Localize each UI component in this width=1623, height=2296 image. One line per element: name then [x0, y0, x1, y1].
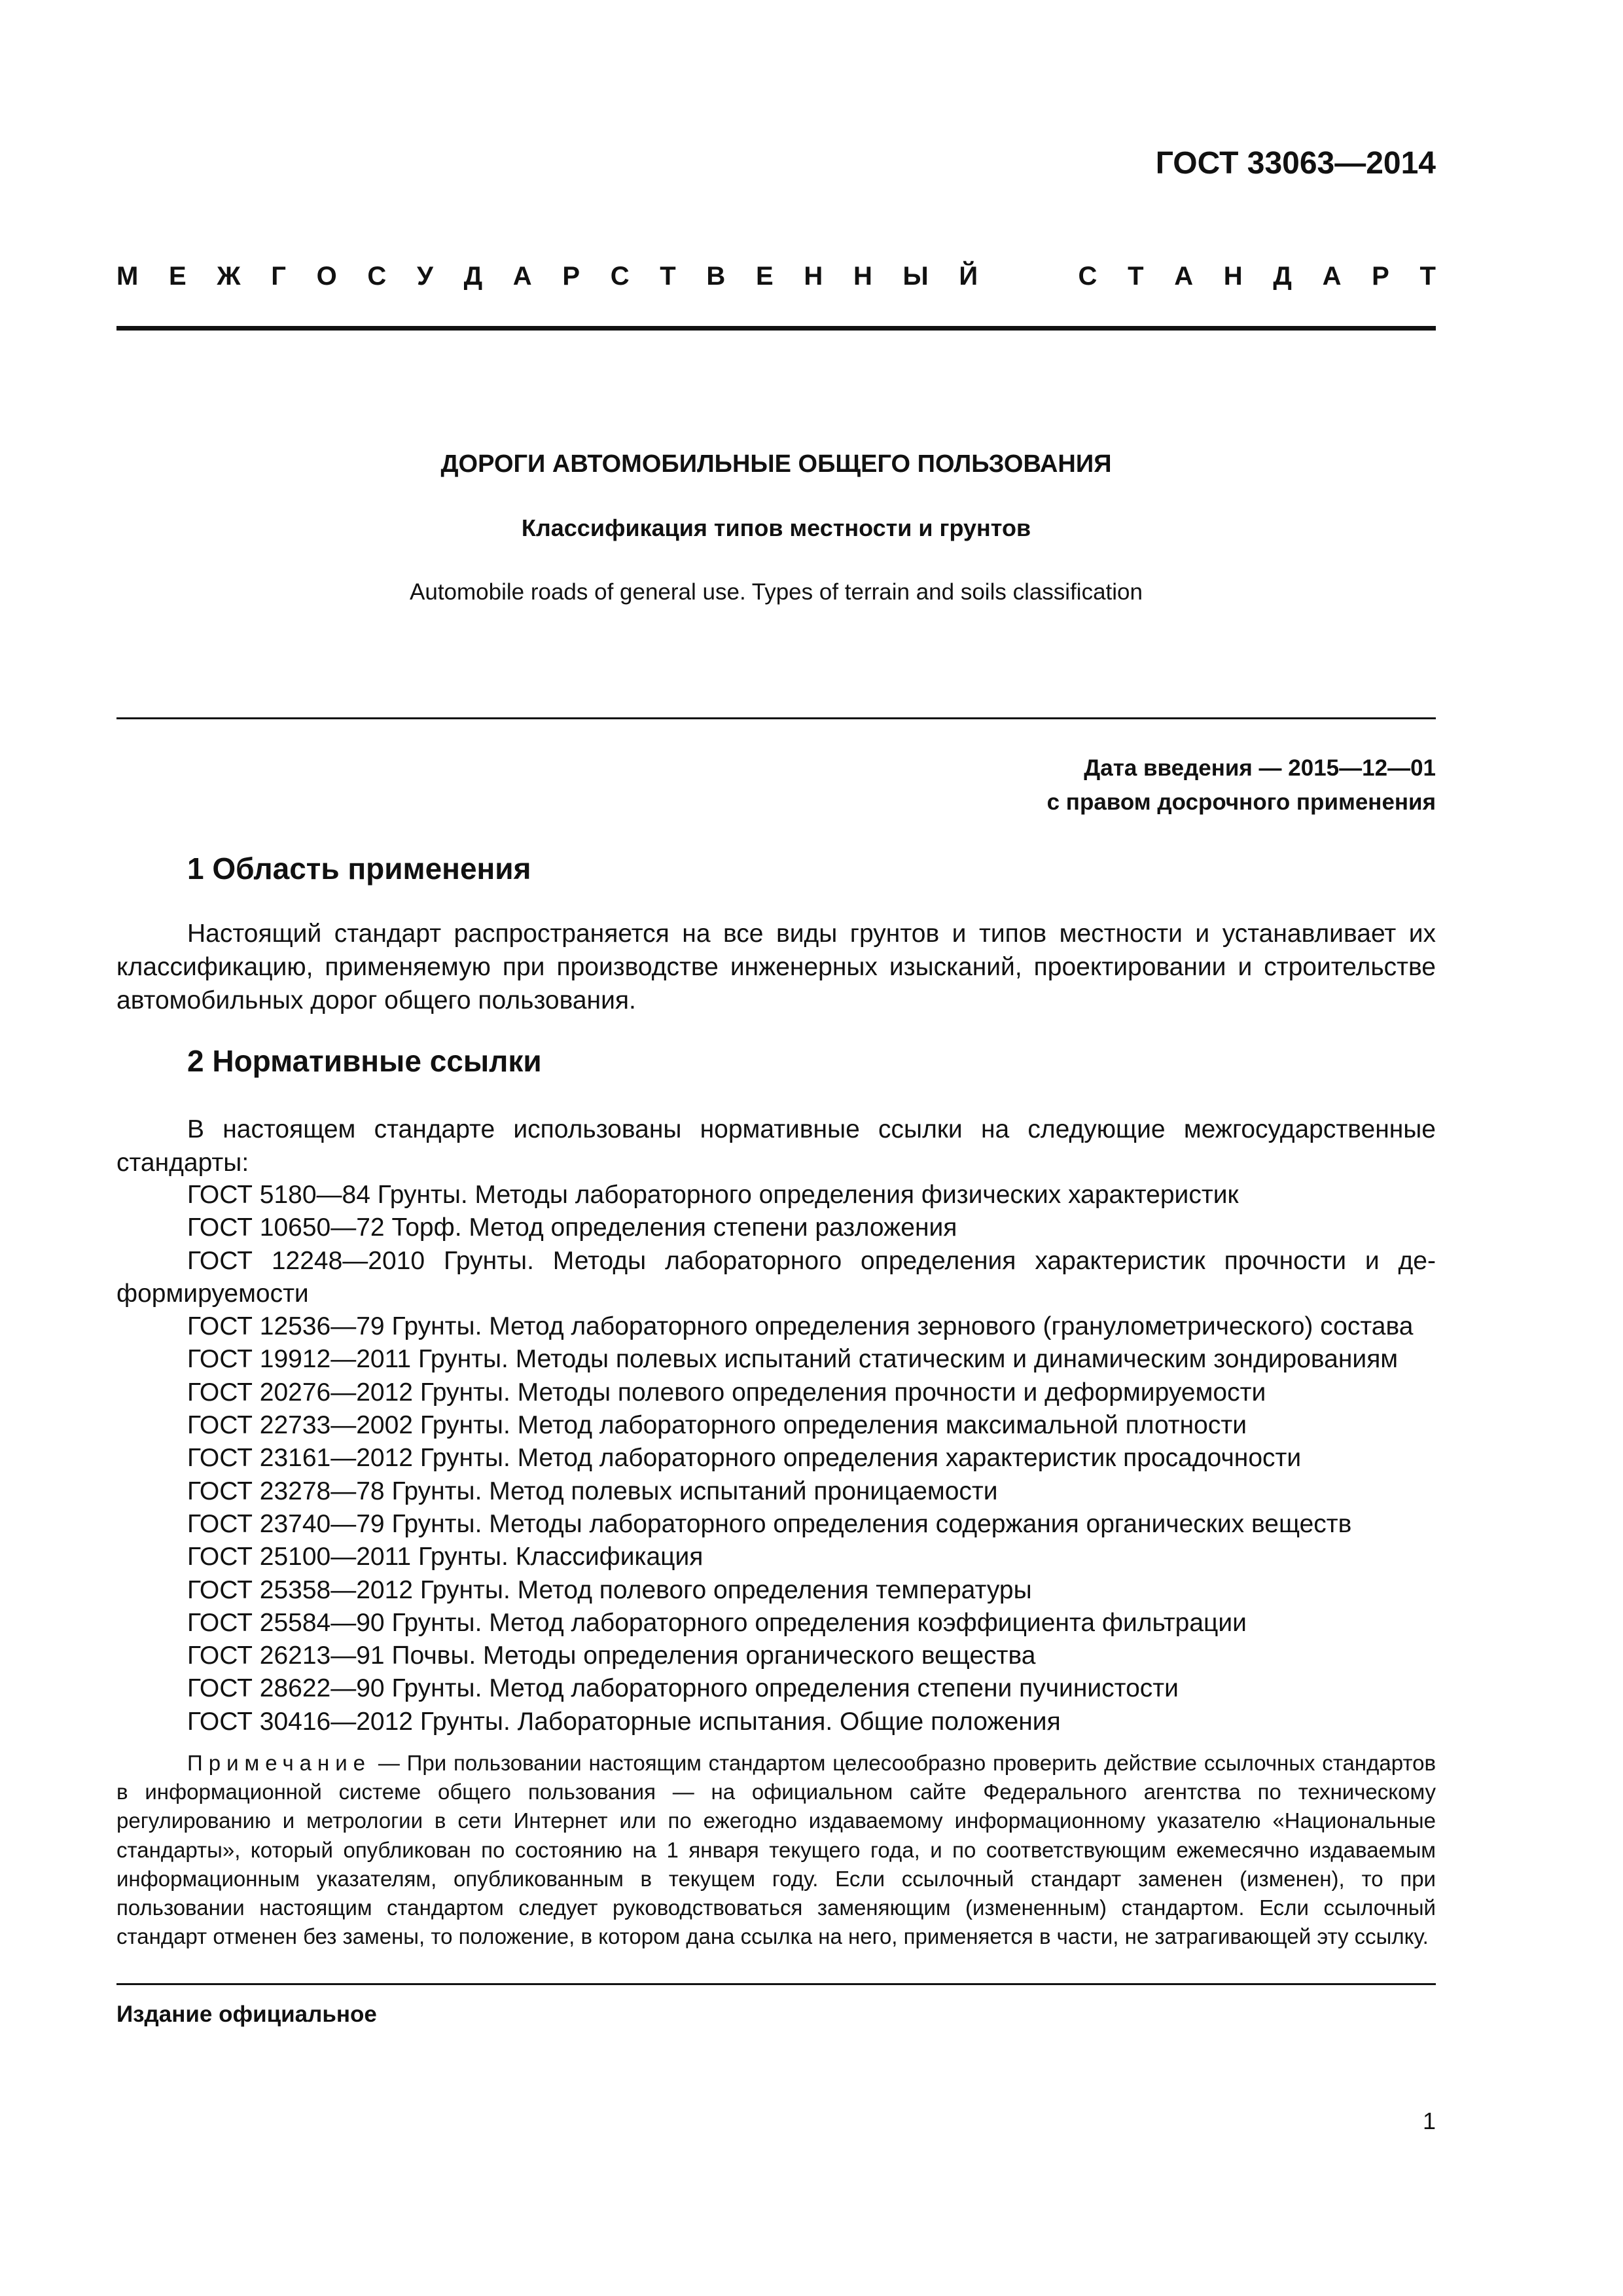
note-text: — При пользовании настоящим стандартом целесообразно проверить действие ссылочных стандартов в информационной системе общего пользования — на официальном сайте Федерального агентства по техническому регулированию и метрологии в сети Интернет или по ежегодно издаваемому информационному указателю «Национальные стандарты», который опубликован по состоянию на 1 января текущего года, и по соответствующим ежемесячно издаваемым информационным указателям, опубликованным в текущем году. Если ссылочный стандарт заменен (изменен), то при пользовании настоящим стандартом следует руководствоваться заменяющим (измененным) стандартом. Если ссылочный стандарт отменен без замены, то положение, в котором дана ссылка на него, применяется в части, не затрагивающей эту ссылку. — [116, 1751, 1436, 1949]
interstate-letter: С — [610, 262, 630, 291]
official-edition-label: Издание официальное — [116, 2001, 377, 2027]
scope-text: Настоящий стандарт распространяется на все виды грунтов и типов местности и устанавливает их классификацию, применяемую при производстве инженерных изысканий, проектировании и строительстве автомобильных дорог общего пользования. — [116, 920, 1436, 1014]
interstate-letter: Ж — [217, 262, 241, 291]
introduction-date — [1047, 751, 1436, 819]
page-number: 1 — [1422, 2108, 1436, 2134]
reference-item: ГОСТ 22733—2002 Грунты. Метод лабораторного определения максимальной плотности — [187, 1411, 1247, 1440]
interstate-letter: Г — [271, 262, 286, 291]
interstate-letter: Д — [463, 262, 483, 291]
interstate-standard-heading — [116, 262, 1436, 291]
interstate-letter: А — [512, 262, 532, 291]
reference-item: ГОСТ 20276—2012 Грунты. Методы полевого определения прочности и деформируемости — [187, 1378, 1266, 1407]
reference-item: ГОСТ 30416—2012 Грунты. Лабораторные испытания. Общие положения — [187, 1707, 1061, 1736]
reference-item: ГОСТ 25358—2012 Грунты. Метод полевого определения температуры — [187, 1575, 1032, 1604]
scope-paragraph — [116, 917, 1436, 1017]
section-heading-scope: 1 Область применения — [187, 852, 531, 886]
interstate-letter: Т — [660, 262, 676, 291]
reference-item: ГОСТ 10650—72 Торф. Метод определения степени разложения — [187, 1213, 957, 1242]
interstate-letter: В — [706, 262, 726, 291]
interstate-letter: О — [316, 262, 337, 291]
title-rule — [116, 717, 1436, 719]
interstate-letter: С — [367, 262, 387, 291]
interstate-letter: Е — [756, 262, 774, 291]
document-number: ГОСТ 33063—2014 — [1155, 146, 1436, 181]
interstate-letter: Н — [853, 262, 872, 291]
footer-rule — [116, 1983, 1436, 1985]
standard-letter: А — [1322, 262, 1342, 291]
interstate-letter: Р — [562, 262, 580, 291]
references-intro — [116, 1113, 1436, 1179]
document-title: ДОРОГИ АВТОМОБИЛЬНЫЕ ОБЩЕГО ПОЛЬЗОВАНИЯ — [440, 450, 1112, 478]
reference-item: ГОСТ 19912—2011 Грунты. Методы полевых испытаний статическим и динамическим зондированиям — [187, 1345, 1399, 1374]
reference-item: ГОСТ 5180—84 Грунты. Методы лабораторного определения физических характеристик — [187, 1181, 1239, 1209]
interstate-letter: Ы — [902, 262, 929, 291]
note-label: Примечание — [187, 1751, 372, 1775]
interstate-letter: Н — [804, 262, 823, 291]
reference-item: ГОСТ 23161—2012 Грунты. Метод лабораторного определения характеристик просадочности — [187, 1444, 1302, 1473]
reference-item: ГОСТ 23278—78 Грунты. Метод полевых испытаний проницаемости — [187, 1477, 998, 1505]
standard-letter: Т — [1128, 262, 1144, 291]
interstate-letter: У — [417, 262, 433, 291]
document-subtitle: Классификация типов местности и грунтов — [521, 514, 1031, 541]
reference-item: ГОСТ 26213—91 Почвы. Методы определения органического вещества — [187, 1641, 1036, 1670]
introduction-date-line: Дата введения — 2015—12—01 — [1084, 755, 1436, 781]
reference-item: ГОСТ 12248—2010 Грунты. Методы лабораторного определения характеристик прочности и деформируемости — [116, 1246, 1436, 1308]
standard-letter: С — [1078, 262, 1097, 291]
standard-letter: Д — [1273, 262, 1292, 291]
early-application-line: с правом досрочного применения — [1046, 789, 1436, 815]
header-rule — [116, 326, 1436, 331]
interstate-letter: Й — [959, 262, 978, 291]
reference-item: ГОСТ 28622—90 Грунты. Метод лабораторного определения степени пучинистости — [187, 1674, 1179, 1703]
standard-letter: Т — [1419, 262, 1436, 291]
note-paragraph — [116, 1749, 1436, 1951]
section-heading-references: 2 Нормативные ссылки — [187, 1044, 542, 1078]
word-gap — [1008, 262, 1048, 291]
reference-item: ГОСТ 25100—2011 Грунты. Классификация — [187, 1543, 704, 1571]
standard-letter: Р — [1372, 262, 1389, 291]
reference-list — [116, 1179, 1436, 1738]
standard-letter: Н — [1223, 262, 1243, 291]
references-intro-text: В настоящем стандарте использованы нормативные ссылки на следующие межгосударственные стандарты: — [116, 1115, 1436, 1177]
standard-letter: А — [1174, 262, 1194, 291]
reference-item: ГОСТ 12536—79 Грунты. Метод лабораторного определения зернового (гранулометрического) состава — [187, 1312, 1414, 1341]
reference-item: ГОСТ 25584—90 Грунты. Метод лабораторного определения коэффициента фильтрации — [187, 1608, 1247, 1637]
interstate-letter: М — [116, 262, 139, 291]
interstate-letter: Е — [169, 262, 187, 291]
english-title: Automobile roads of general use. Types of terrain and soils classification — [410, 579, 1143, 605]
reference-item: ГОСТ 23740—79 Грунты. Методы лабораторного определения содержания органических веществ — [187, 1509, 1352, 1538]
